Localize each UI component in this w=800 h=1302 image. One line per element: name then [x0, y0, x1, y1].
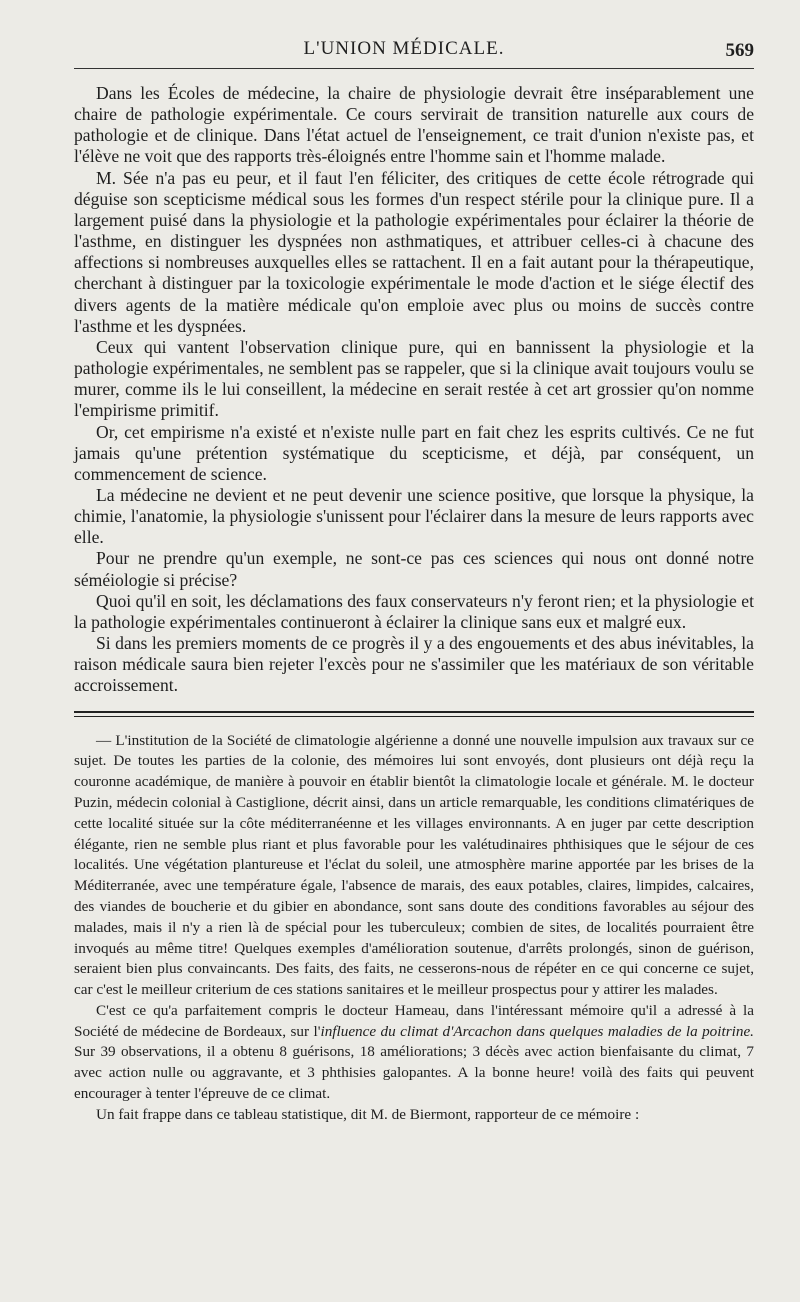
note-paragraph	[54, 1001, 754, 1105]
memoir-title: influence du climat d'Arcachon dans quelques maladies de la poitrine.	[320, 1022, 754, 1040]
note-paragraph: Un fait frappe dans ce tableau statistique, dit M. de Biermont, rapporteur de ce mémoire :	[96, 1105, 640, 1123]
climatology-note	[54, 731, 754, 1126]
header-rule	[74, 68, 754, 69]
paragraph: Or, cet empirisme n'a existé et n'existe nulle part en fait chez les esprits cultivés. Ce ne fut jamais qu'une prétention systématique du scepticisme, et déjà, par conséquent, un commencement de science.	[74, 421, 754, 484]
section-divider	[74, 711, 754, 717]
running-title: L'UNION MÉDICALE.	[303, 38, 505, 59]
page-header	[54, 38, 754, 68]
paragraph: Si dans les premiers moments de ce progrès il y a des engouements et des abus inévitables, la raison médicale saura bien rejeter l'excès pour ne s'assimiler que les matériaux de son véritable accroissement.	[74, 633, 754, 696]
paragraph: La médecine ne devient et ne peut devenir une science positive, que lorsque la physique, la chimie, l'anatomie, la physiologie s'unissent pour l'éclairer dans la mesure de leurs rapports avec elle.	[74, 484, 754, 548]
paragraph: Pour ne prendre qu'un exemple, ne sont-ce pas ces sciences qui nous ont donné notre séméiologie si précise?	[74, 548, 754, 590]
note-paragraph: — L'institution de la Société de climatologie algérienne a donné une nouvelle impulsion aux travaux sur ce sujet. De toutes les parties de la colonie, des mémoires lui sont envoyés, dont plusieurs ont déjà reçu la couronne académique, de manière à pouvoir en établir bientôt la climatologie locale et générale. M. le docteur Puzin, médecin colonial à Castiglione, décrit ainsi, dans un article remarquable, les conditions climatériques de cette localité située sur la côte méditerranéenne et les villages environnants. A en juger par cette description élégante, rien ne semble plus riant et plus favorable pour les valétudinaires phthisiques que le séjour de ces localités. Une végétation plantureuse et l'éclat du soleil, une atmosphère marine apportée par les brises de la Méditerranée, avec une température égale, l'absence de marais, des eaux potables, claires, limpides, calcaires, des viandes de boucherie et du gibier en abondance, sont sans doute des conditions favorables au séjour des malades, mais il n'y a rien là de spécial pour les tuberculeux; combien de sites, de localités pourraient être invoqués au même titre! Quelques exemples d'amélioration soutenue, d'arrêts prolongés, sinon de guérison, seraient bien plus convaincants. Des faits, des faits, ne cesserons-nous de répéter en ce qui concerne ce sujet, car c'est le meilleur criterium de ces stations sanitaires et le meilleur prospectus pour y attirer les malades.	[74, 731, 754, 999]
paragraph: Quoi qu'il en soit, les déclamations des faux conservateurs n'y feront rien; et la physiologie et la pathologie expérimentales continueront à éclairer la clinique sans eux et malgré eux.	[74, 590, 754, 632]
note-text-segment: Sur 39 observations, il a obtenu 8 guérisons, 18 améliorations; 3 décès avec action bienfaisante du climat, 7 avec action nulle ou aggravante, et 3 phthisies galopantes. A la bonne heure! voilà des faits qui peuvent encourager à tenter l'épreuve de ce climat.	[74, 1043, 754, 1103]
paragraph: Dans les Écoles de médecine, la chaire de physiologie devrait être inséparablement une chaire de pathologie expérimentale. Ce cours servirait de transition naturelle aux cours de pathologie et de clinique. Dans l'état actuel de l'enseignement, ce trait d'union n'existe pas, et l'élève ne voit que des rapports très-éloignés entre l'homme sain et l'homme malade.	[74, 83, 754, 167]
paragraph: Ceux qui vantent l'observation clinique pure, qui en bannissent la physiologie et la pathologie expérimentales, ne semblent pas se rappeler, que si la clinique avait toujours voulu se murer, comme ils le lui conseillent, la médecine en serait restée à cet art grossier qu'on nomme l'empirisme primitif.	[74, 336, 754, 421]
main-text	[54, 83, 754, 697]
page-number: 569	[725, 40, 754, 61]
paragraph: M. Sée n'a pas eu peur, et il faut l'en féliciter, des critiques de cette école rétrograde qui déguise son scepticisme médical sous les formes d'un respect stérile pour la clinique pure. Il a largement puisé dans la physiologie et la pathologie expérimentales pour éclairer la théorie de l'asthme, en distinguer les dyspnées non asthmatiques, et attribuer celles-ci à chacune des affections si nombreuses auxquelles elles se rattachent. Il en a fait autant pour la thérapeutique, cherchant à distinguer par la toxicologie expérimentale le mode d'action et le siége électif des divers agents de la matière médicale qu'on emploie avec plus ou moins de succès contre l'asthme et les dyspnées.	[74, 167, 754, 336]
note-text-segment: C'est ce qu'a parfaitement compris le docteur Hameau, dans l'intéressant mémoire qu'il a adressé à la Société de médecine de Bordeaux, sur l'	[74, 1001, 754, 1040]
